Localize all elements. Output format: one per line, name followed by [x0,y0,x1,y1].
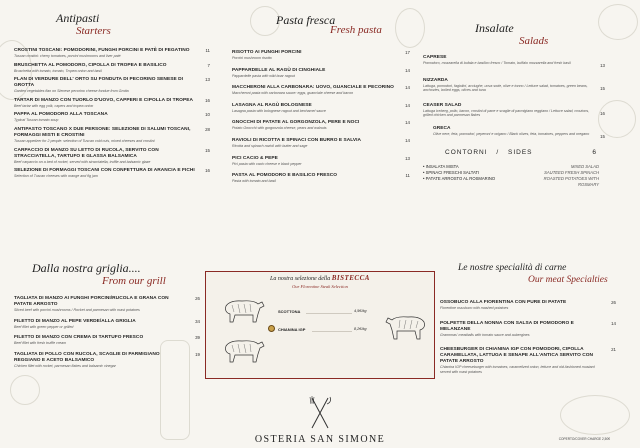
insalate-section [423,21,605,187]
menu-item: TAGLIATA DI MANZO AI FUNGHI PORCINI/RUCOLA E GRANA CON PATATE ARROSTO Sliced beef with porcini mushrooms / Rocket and parmesan with roast potatoes 26 [14,296,200,312]
bistecca-subtitle: Our Florentine Steak Selection [292,284,348,289]
menu-item: CHEESBURGER DI CHIANINA IGP CON POMODORI, CIPOLLA CARAMELLATA, LATTUGA E SENAPE ALL'ANTICA SERVITO CON PATATE ARROSTO Chianina IGP cheeseburger with tomatoes, caramelized onion, lettuce and old-fashioned mustard served with roast potatoes 21 [440,347,616,374]
menu-item: POLPETTE DELLA NONNA CON SALSA DI POMODORO E MELANZANE Grannmas' meatballs with tomato sauce and aubergines 14 [440,320,616,337]
menu-item: CROSTINI TOSCANI: POMODORINI, FUNGHI PORCINI E PATÈ DI FEGATINO Tuscan crostini: cherry tomatoes, porcini mushrooms and liver paté 11 [14,48,210,58]
menu-item: PICI CACIO & PEPE Pici pasta with cacio cheese e black pepper 13 [232,155,410,166]
menu-item: GNOCCHI DI PATATE AL GORGONZOLA, PERE E NOCI Potato Gnocchi with gorgonzola cheese, pears and walnuts 14 [232,120,410,131]
garlic-sketch [10,375,40,405]
bull-sketch-right [560,395,630,435]
sides-list [423,163,605,187]
menu-item: TAGLIATA DI POLLO CON RUCOLA, SCAGLIE DI PARMIGIANO REGGIANO E ACETO BALSAMICO Chicken fillet with rocket, parmesan flakes and balsamic vinegar 19 [14,351,200,368]
menu-item: PASTA AL POMODORO E BASILICO FRESCO Pasta with tomato and basil 11 [232,173,410,184]
cow-scottona-illustration [220,296,266,324]
dop-seal-icon [268,325,275,332]
insalate-subtitle: Salads [519,35,549,47]
menu-item: RISOTTO AI FUNGHI PORCINI Porcini mushroom risotto 17 [232,50,410,60]
menu-item: NIZZARDA Lattuga, pomodori, fagiolini, acciughe, uova sode, olive e tonno / Lettuce salad, tomatoes, green beans, anchovies, boiled eggs, olives and tuna 15 [423,77,605,93]
menu-item: ANTIPASTO TOSCANO X DUE PERSONE: SELEZIONE DI SALUMI TOSCANI, FORMAGGI MISTI E CROSTINI Tuscan appetizer for 2 people: selection of Tuscan cold cuts, mixed cheeses and crostini 28 [14,126,210,143]
griglia-title: Dalla nostra griglia.... [32,261,141,275]
menu-item: TARTAR DI MANZO CON TUORLO D'UOVO, CAPPERI E CIPOLLA DI TROPEA Beef tartar with egg yolk, capers and tropea onion 16 [14,97,210,108]
restaurant-name: OSTERIA SAN SIMONE [254,434,386,445]
specialita-subtitle: Our meat Specialties [528,274,608,285]
menu-item: CEASER SALAD Lattuga iceberg, pollo, bacon, crostini di pane e scaglie di parmigiano reggiano / Lettuce salad, croutons, grilled chicken and parmesan flakes 16 [423,102,605,118]
menu-item: OSSOBUCO ALLA FIORENTINA CON PURE DI PATATE Florentine ossobuco with mashed potatoes 26 [440,300,616,310]
bistecca-box [205,271,435,379]
specialita-section [440,264,616,378]
pasta-title: Pasta fresca [276,13,336,27]
cow-chianina-illustration [220,336,266,364]
crossed-cutlery-icon [308,396,332,430]
menu-item: MACCHERONI ALLA CARBONARA: UOVO, GUANCIALE E PECORINO Maccheroni pasta with carbonara sauce: eggs, guanciale cheese and bacon 14 [232,85,410,96]
menu-item: GRECA Olive nere, feta, pomodori, peperoni e origano / Black olives, feta, tomatoes, peppers and oregano 15 [433,125,605,139]
bistecca-title: La nostra selezione della BISTECCA [270,274,370,282]
menu-item: FILETTO DI MANZO AL PEPE VERDE/ALLA GRIGLIA Beef fillet with green pepper or grilled 34 [14,318,200,329]
griglia-subtitle: From our grill [102,275,166,287]
menu-item: PAPPA AL POMODORO ALLA TOSCANA Typical Tuscan tomato soup 10 [14,112,210,123]
cow-right-illustration [384,312,430,342]
menu-item: BRUSCHETTA AL POMODORO, CIPOLLA DI TROPEA E BASILICO Bruschetta with tomato, tomato, Tropea onion and basil 7 [14,62,210,73]
insalate-title: Insalate [475,21,514,35]
contorni-header: CONTORNI / SIDES 6 [445,148,597,156]
menu-item: FLAN DI VERDURE DELL' ORTO SU FONDUTA DI PECORINO SENESE DI GROTTA Garden vegetables flan on Sienese pecorino cheese fondue from Grotta 13 [14,77,210,94]
antipasti-subtitle: Starters [76,25,111,37]
pasta-section [232,14,410,188]
antipasti-section [14,12,210,183]
side-item: • SPINACI FRESCHI SALTATI SAUTEED FRESH SPINACH [423,169,599,175]
chianina-price: 8,2€/kg [354,327,367,331]
scottona-label: SCOTTONA [278,309,301,314]
chianina-label: CHIANINA IGP [278,327,306,332]
menu-item: PAPPARDELLE AL RAGÙ DI CINGHIALE Pappardelle pasta with wild boar ragout 14 [232,67,410,78]
side-item: • INSALATA MISTA MIXED SALAD [423,163,599,169]
menu-item: SELEZIONE DI FORMAGGI TOSCANI CON CONFETTURA DI ARANCIA E FICHI Selection of Tuscan cheeses with orange and fig jam 16 [14,168,210,179]
antipasti-title: Antipasti [56,11,100,25]
specialita-title: Le nostre specialità di carne [458,263,567,273]
pasta-subtitle: Fresh pasta [330,24,382,36]
menu-item: LASAGNA AL RAGÙ BOLOGNESE Lasagna pasta with bolognese ragout and bechamel sauce 14 [232,102,410,113]
menu-item: FILETTO DI MANZO CON CREMA DI TARTUFO FRESCO Beef fillet with fresh truffle cream 39 [14,335,200,346]
side-item: • PATATE ARROSTO AL ROSMARINO ROASTED POTATOES WITH ROSMARY [423,175,599,187]
menu-item: CAPRESE Pomodoro, mozzarella di bufala e basilico fresco / Tomato, buffalo mozzarella and fresh basil 13 [423,55,605,68]
menu-item: CARPACCIO DI MANZO SU LETTO DI RUCOLA, SERVITO CON STRACCIATELLA, TARTUFO E GLASSA BALSAMICA Beef carpaccio on a bed of rocket, served with stracciatella, truffle and balsamic glaze 15 [14,147,210,164]
menu-item: RAVIOLI DI RICOTTA E SPINACI CON BURRO E SALVIA Ricotta and spinach ravioli with butter and sage 14 [232,137,410,148]
scottona-price: 4,5€/kg [354,309,367,313]
griglia-section [14,262,200,372]
cover-charge: COPERTO/COVER CHARGE 2,50€ [558,437,610,441]
